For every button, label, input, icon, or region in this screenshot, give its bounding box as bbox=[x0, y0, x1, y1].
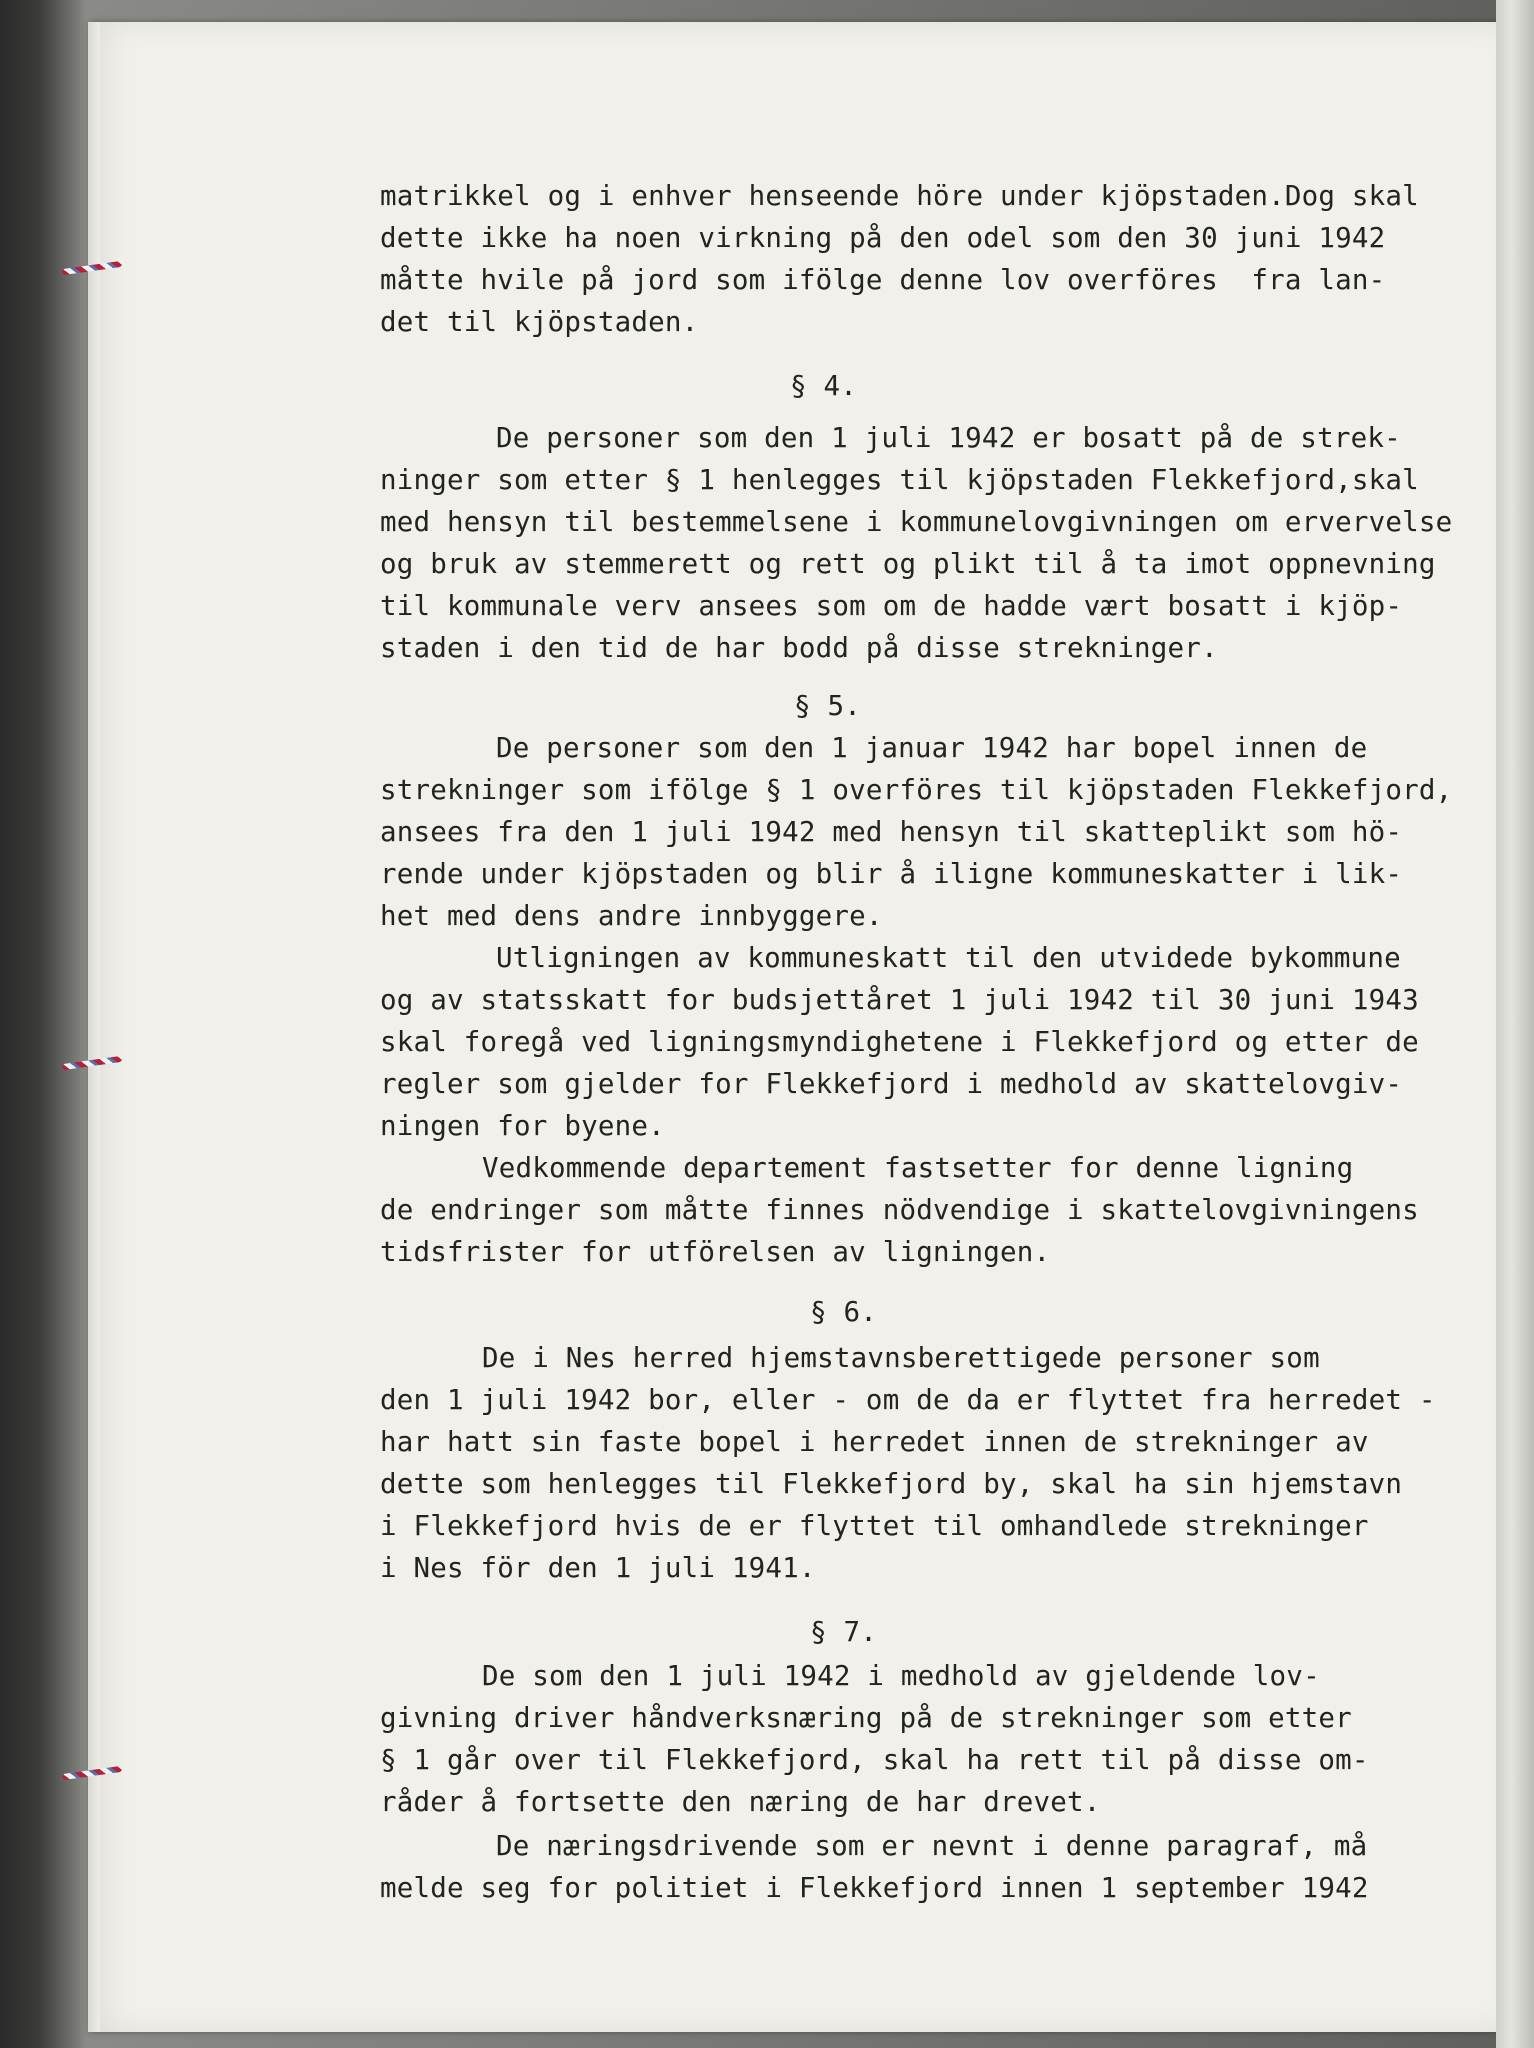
text-line: har hatt sin faste bopel i herredet innen de strekninger av bbox=[380, 1426, 1369, 1458]
text-line: De i Nes herred hjemstavnsberettigede personer som bbox=[482, 1342, 1320, 1374]
text-line: staden i den tid de har bodd på disse strekninger. bbox=[380, 632, 1218, 664]
text-line: strekninger som ifölge § 1 overföres til kjöpstaden Flekkefjord, bbox=[380, 774, 1453, 806]
section-heading: § 4. bbox=[790, 370, 858, 402]
text-line: råder å fortsette den næring de har drevet. bbox=[380, 1786, 1101, 1818]
text-line: tidsfrister for utförelsen av ligningen. bbox=[380, 1236, 1051, 1268]
text-line: dette ikke ha noen virkning på den odel som den 30 juni 1942 bbox=[380, 222, 1386, 254]
text-line: med hensyn til bestemmelsene i kommunelovgivningen om ervervelse bbox=[380, 506, 1453, 538]
text-line: måtte hvile på jord som ifölge denne lov overföres fra lan- bbox=[380, 264, 1386, 296]
text-line: Utligningen av kommuneskatt til den utvidede bykommune bbox=[496, 942, 1401, 974]
text-line: het med dens andre innbyggere. bbox=[380, 900, 883, 932]
text-line: og bruk av stemmerett og rett og plikt til å ta imot oppnevning bbox=[380, 548, 1436, 580]
text-line: de endringer som måtte finnes nödvendige i skattelovgivningens bbox=[380, 1194, 1419, 1226]
section-heading: § 5. bbox=[794, 690, 862, 722]
text-line: ninger som etter § 1 henlegges til kjöpstaden Flekkefjord,skal bbox=[380, 464, 1419, 496]
text-line: ansees fra den 1 juli 1942 med hensyn til skatteplikt som hö- bbox=[380, 816, 1403, 848]
text-line: De personer som den 1 juli 1942 er bosatt på de strek- bbox=[496, 422, 1401, 454]
text-line: matrikkel og i enhver henseende höre under kjöpstaden.Dog skal bbox=[380, 180, 1419, 212]
text-line: De personer som den 1 januar 1942 har bopel innen de bbox=[496, 732, 1368, 764]
text-line: regler som gjelder for Flekkefjord i medhold av skattelovgiv- bbox=[380, 1068, 1403, 1100]
text-line: den 1 juli 1942 bor, eller - om de da er flyttet fra herredet - bbox=[380, 1384, 1436, 1416]
text-line: i Nes för den 1 juli 1941. bbox=[380, 1552, 816, 1584]
section-heading: § 7. bbox=[810, 1616, 878, 1648]
text-line: dette som henlegges til Flekkefjord by, skal ha sin hjemstavn bbox=[380, 1468, 1403, 1500]
text-line: givning driver håndverksnæring på de strekninger som etter bbox=[380, 1702, 1352, 1734]
text-line: ningen for byene. bbox=[380, 1110, 665, 1142]
text-line: melde seg for politiet i Flekkefjord innen 1 september 1942 bbox=[380, 1872, 1369, 1904]
text-line: De som den 1 juli 1942 i medhold av gjeldende lov- bbox=[482, 1660, 1320, 1692]
section-heading: § 6. bbox=[810, 1296, 878, 1328]
page-stack-edge bbox=[1496, 0, 1534, 2048]
text-line: det til kjöpstaden. bbox=[380, 306, 699, 338]
text-line: i Flekkefjord hvis de er flyttet til omhandlede strekninger bbox=[380, 1510, 1369, 1542]
text-line: og av statsskatt for budsjettåret 1 juli 1942 til 30 juni 1943 bbox=[380, 984, 1419, 1016]
text-line: Vedkommende departement fastsetter for denne ligning bbox=[482, 1152, 1354, 1184]
page-binding-edge bbox=[88, 22, 100, 2032]
text-line: til kommunale verv ansees som om de hadde vært bosatt i kjöp- bbox=[380, 590, 1403, 622]
text-line: § 1 går over til Flekkefjord, skal ha rett til på disse om- bbox=[380, 1744, 1369, 1776]
text-line: De næringsdrivende som er nevnt i denne paragraf, må bbox=[496, 1830, 1368, 1862]
text-line: rende under kjöpstaden og blir å iligne kommuneskatter i lik- bbox=[380, 858, 1403, 890]
text-line: skal foregå ved ligningsmyndighetene i Flekkefjord og etter de bbox=[380, 1026, 1419, 1058]
